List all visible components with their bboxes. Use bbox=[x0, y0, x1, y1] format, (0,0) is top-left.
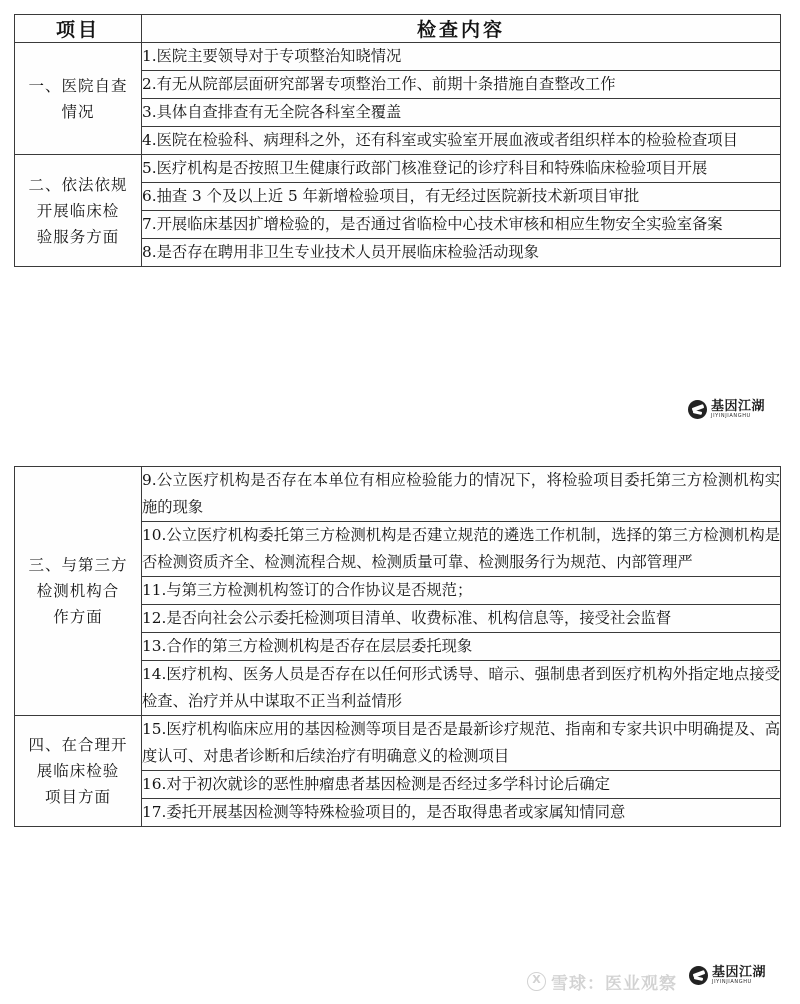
checklist-item-5: 5.医疗机构是否按照卫生健康行政部门核准登记的诊疗科目和特殊临床检验项目开展 bbox=[142, 155, 781, 183]
section-label-3 bbox=[15, 467, 142, 716]
table-row bbox=[15, 43, 781, 71]
checklist-item-8: 8.是否存在聘用非卫生专业技术人员开展临床检验活动现象 bbox=[142, 239, 781, 267]
checklist-item-11: 11.与第三方检测机构签订的合作协议是否规范； bbox=[142, 577, 781, 605]
section-label-line: 情况 bbox=[61, 102, 95, 121]
section-label-line: 一、医院自查 bbox=[28, 76, 128, 95]
brand-logo-watermark-page-1 bbox=[688, 400, 765, 419]
brand-name-cn: 基因江湖 bbox=[711, 399, 766, 414]
table-row bbox=[15, 716, 781, 771]
section-label-line: 展临床检验 bbox=[36, 762, 120, 780]
site-watermark-text: 雪球：医业观察 bbox=[551, 974, 677, 994]
checklist-item-16: 16.对于初次就诊的恶性肿瘤患者基因检测是否经过多学科讨论后确定 bbox=[142, 771, 781, 799]
checklist-item-1: 1.医院主要领导对于专项整治知晓情况 bbox=[142, 43, 781, 71]
section-label-line: 验服务方面 bbox=[36, 227, 120, 246]
brand-logo-text bbox=[712, 966, 766, 985]
checklist-item-13: 13.合作的第三方检测机构是否存在层层委托现象 bbox=[142, 633, 781, 661]
column-header-content: 检查内容 bbox=[142, 15, 781, 43]
brand-name-en: JIYINJIANGHU bbox=[711, 413, 751, 419]
checklist-table-page-2 bbox=[14, 466, 781, 827]
checklist-item-12: 12.是否向社会公示委托检测项目清单、收费标准、机构信息等，接受社会监督 bbox=[142, 605, 781, 633]
brand-name-en: JIYINJIANGHU bbox=[712, 979, 752, 985]
checklist-item-10: 10.公立医疗机构委托第三方检测机构是否建立规范的遴选工作机制，选择的第三方检测机构是否检测资质齐全、检测流程合规、检测质量可靠、检测服务行为规范、内部管理严 bbox=[142, 522, 781, 577]
checklist-item-4: 4.医院在检验科、病理科之外，还有科室或实验室开展血液或者组织样本的检验检查项目 bbox=[142, 127, 781, 155]
xueqiu-logo-icon bbox=[527, 972, 546, 991]
section-label-line: 四、在合理开 bbox=[28, 736, 128, 754]
checklist-item-14: 14.医疗机构、医务人员是否存在以任何形式诱导、暗示、强制患者到医疗机构外指定地点接受检查、治疗并从中谋取不正当利益情形 bbox=[142, 661, 781, 716]
checklist-item-7: 7.开展临床基因扩增检验的，是否通过省临检中心技术审核和相应生物安全实验室备案 bbox=[142, 211, 781, 239]
checklist-item-17: 17.委托开展基因检测等特殊检验项目的，是否取得患者或家属知情同意 bbox=[142, 799, 781, 827]
checklist-item-2: 2.有无从院部层面研究部署专项整治工作、前期十条措施自查整改工作 bbox=[142, 71, 781, 99]
checklist-item-15: 15.医疗机构临床应用的基因检测等项目是否是最新诊疗规范、指南和专家共识中明确提及、高度认可、对患者诊断和后续治疗有明确意义的检测项目 bbox=[142, 716, 781, 771]
checklist-item-9: 9.公立医疗机构是否存在本单位有相应检验能力的情况下，将检验项目委托第三方检测机构实施的现象 bbox=[142, 467, 781, 522]
column-header-item: 项目 bbox=[15, 15, 142, 43]
table-row bbox=[15, 155, 781, 183]
scanned-page-2 bbox=[14, 466, 780, 827]
section-label-1 bbox=[15, 43, 142, 155]
checklist-item-3: 3.具体自查排查有无全院各科室全覆盖 bbox=[142, 99, 781, 127]
jiyinjianghu-logo-icon bbox=[689, 966, 708, 985]
table-row bbox=[15, 467, 781, 522]
table-header-row bbox=[15, 15, 781, 43]
checklist-item-6: 6.抽查 3 个及以上近 5 年新增检验项目，有无经过医院新技术新项目审批 bbox=[142, 183, 781, 211]
section-label-line: 作方面 bbox=[53, 608, 103, 626]
section-label-line: 检测机构合 bbox=[36, 582, 120, 600]
section-label-line: 开展临床检 bbox=[36, 201, 120, 220]
jiyinjianghu-logo-icon bbox=[688, 400, 707, 419]
checklist-table-page-1 bbox=[14, 14, 781, 267]
brand-logo-watermark-bottom bbox=[689, 966, 766, 985]
section-label-4 bbox=[15, 716, 142, 827]
brand-name-cn: 基因江湖 bbox=[712, 965, 767, 980]
section-label-line: 项目方面 bbox=[44, 788, 111, 806]
section-label-line: 二、依法依规 bbox=[28, 175, 128, 194]
scanned-page-1 bbox=[14, 14, 780, 267]
section-label-line: 三、与第三方 bbox=[28, 556, 128, 574]
section-label-2 bbox=[15, 155, 142, 267]
brand-logo-text bbox=[711, 400, 765, 419]
site-watermark bbox=[527, 969, 677, 994]
